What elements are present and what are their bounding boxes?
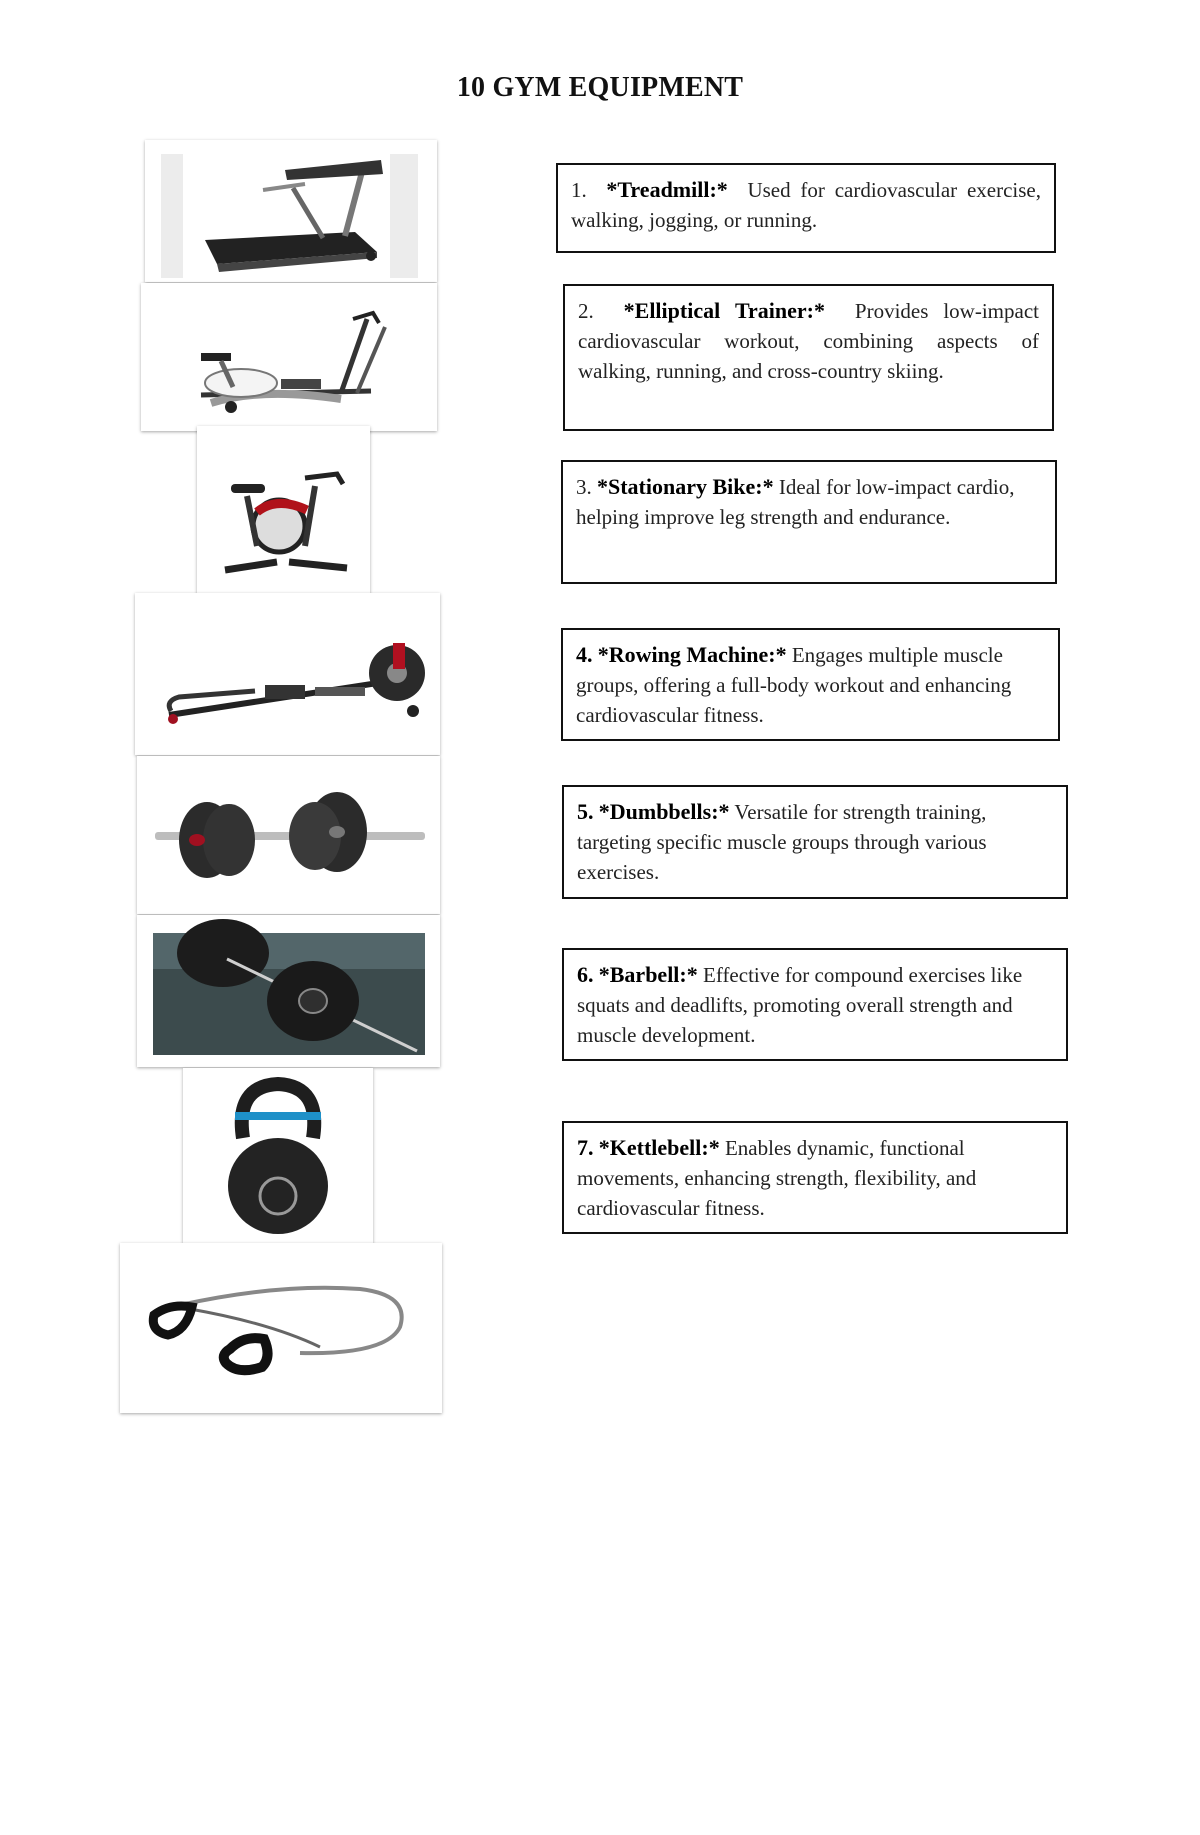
item-number: 6.	[577, 962, 594, 987]
dumbbells-icon	[137, 756, 440, 914]
item-description: Enables dynamic, functional movements, enhancing strength, flexibility, and cardiovascular fitness.	[577, 1136, 977, 1220]
item-name: *Dumbbells:*	[598, 799, 730, 824]
elliptical-trainer-icon	[141, 283, 437, 431]
item-description: Versatile for strength training, targeting specific muscle groups through various exercises.	[577, 800, 987, 884]
item-number: 1.	[571, 178, 587, 202]
resistance-band-icon	[120, 1243, 442, 1413]
item-number: 2.	[578, 299, 594, 323]
item-description: Provides low-impact cardiovascular workout, combining aspects of walking, running, and cross-country skiing.	[578, 299, 1039, 383]
equipment-box-elliptical-trainer	[563, 284, 1054, 431]
stationary-bike-icon	[197, 426, 370, 594]
rowing-machine-icon	[135, 593, 440, 755]
item-number: 4.	[576, 642, 593, 667]
resistance-band-image	[120, 1243, 442, 1413]
equipment-box-rowing-machine	[561, 628, 1060, 741]
item-number: 5.	[577, 799, 594, 824]
item-description: Used for cardiovascular exercise, walking, jogging, or running.	[571, 178, 1041, 232]
item-name: *Kettlebell:*	[598, 1135, 720, 1160]
item-name: *Elliptical Trainer:*	[623, 298, 826, 323]
rowing-machine-image	[135, 593, 440, 755]
item-number: 7.	[577, 1135, 594, 1160]
item-name: *Barbell:*	[598, 962, 698, 987]
kettlebell-image	[183, 1068, 373, 1243]
equipment-box-stationary-bike	[561, 460, 1057, 584]
item-name: *Rowing Machine:*	[597, 642, 787, 667]
stationary-bike-image	[197, 426, 370, 594]
barbell-image	[137, 915, 440, 1067]
equipment-box-barbell	[562, 948, 1068, 1061]
page-title: 10 GYM EQUIPMENT	[456, 72, 744, 103]
treadmill-image	[145, 140, 437, 282]
equipment-box-dumbbells	[562, 785, 1068, 899]
item-description: Effective for compound exercises like squats and deadlifts, promoting overall strength and muscle development.	[577, 963, 1023, 1047]
kettlebell-icon	[183, 1068, 373, 1243]
dumbbells-image	[137, 756, 440, 914]
item-number: 3.	[576, 475, 592, 499]
item-name: *Stationary Bike:*	[597, 474, 774, 499]
item-description: Ideal for low-impact cardio, helping improve leg strength and endurance.	[576, 475, 1015, 529]
item-name: *Treadmill:*	[606, 177, 728, 202]
barbell-icon	[137, 915, 440, 1067]
treadmill-icon	[145, 140, 437, 282]
equipment-box-treadmill	[556, 163, 1056, 253]
equipment-box-kettlebell	[562, 1121, 1068, 1234]
item-description: Engages multiple muscle groups, offering a full-body workout and enhancing cardiovascular fitness.	[576, 643, 1012, 727]
elliptical-trainer-image	[141, 283, 437, 431]
